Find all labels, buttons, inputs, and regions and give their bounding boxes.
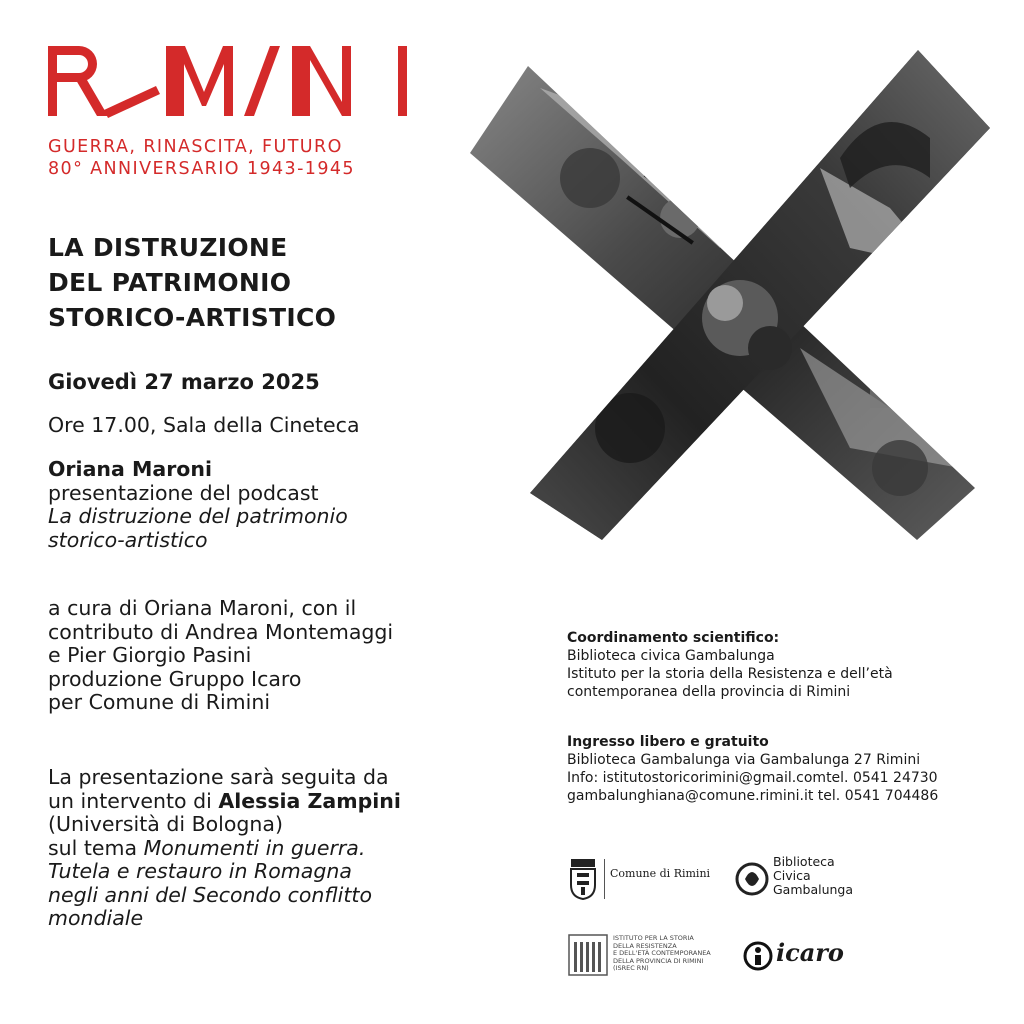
followup-topic-1: Monumenti in guerra.	[143, 835, 366, 860]
entry-contact-1: Info: istitutostoricorimini@gmail.comtel. 0541 24730	[567, 770, 938, 786]
logo-subtitle-line2: 80° ANNIVERSARIO 1943-1945	[48, 159, 355, 179]
biblio-line2: Civica	[773, 868, 811, 883]
title-line1: LA DISTRUZIONE	[48, 233, 288, 262]
logo-subtitle-line1: GUERRA, RINASCITA, FUTURO	[48, 137, 343, 157]
istituto-line4: DELLA PROVINCIA DI RIMINI	[613, 956, 704, 965]
credits-line3: e Pier Giorgio Pasini	[48, 643, 252, 667]
entry-heading: Ingresso libero e gratuito	[567, 734, 769, 750]
icaro-logo	[743, 938, 853, 974]
biblio-line3: Gambalunga	[773, 882, 854, 897]
comune-di-rimini-logo	[568, 855, 711, 903]
followup-topic-4: mondiale	[48, 906, 144, 930]
icaro-label: icaro	[776, 938, 844, 967]
followup-line1: La presentazione sarà seguita da	[48, 765, 389, 789]
title-line2: DEL PATRIMONIO	[48, 268, 292, 297]
coord-line1: Biblioteca civica Gambalunga	[567, 648, 775, 664]
coord-line3: contemporanea della provincia di Rimini	[567, 684, 851, 700]
credits-line5: per Comune di Rimini	[48, 690, 271, 714]
biblio-line1: Biblioteca	[773, 854, 835, 869]
biblioteca-gambalunga-logo	[735, 853, 865, 905]
comune-label: Comune di Rimini	[610, 867, 711, 880]
followup-speaker: Alessia Zampini	[218, 788, 401, 813]
scientific-coordination	[567, 629, 1007, 701]
title-line3: STORICO-ARTISTICO	[48, 303, 337, 332]
podcast-title-line1: La distruzione del patrimonio	[48, 504, 348, 528]
entry-info	[567, 733, 1007, 805]
rimini-wordmark-logo	[46, 40, 416, 120]
podcast-title-line2: storico-artistico	[48, 527, 208, 552]
followup-prefix: un intervento di	[48, 788, 219, 813]
presentation-intro: presentazione del podcast	[48, 480, 319, 505]
entry-contact-2: gambalunghiana@comune.rimini.it tel. 0541 704486	[567, 788, 939, 804]
speaker-name: Oriana Maroni	[48, 457, 213, 481]
followup-topic-prefix: sul tema	[48, 835, 144, 860]
event-title	[48, 230, 336, 335]
istituto-line1: ISTITUTO PER LA STORIA	[613, 934, 694, 942]
biblioteca-emblem-icon	[735, 857, 769, 901]
followup-affiliation: (Università di Bologna)	[48, 812, 283, 836]
followup-block	[48, 766, 468, 931]
followup-topic-line	[48, 837, 468, 861]
followup-topic-3: negli anni del Secondo conflitto	[48, 882, 372, 907]
entry-address: Biblioteca Gambalunga via Gambalunga 27 Rimini	[567, 752, 921, 768]
icaro-emblem-icon	[743, 941, 773, 971]
event-time-place: Ore 17.00, Sala della Cineteca	[48, 413, 360, 437]
event-date: Giovedì 27 marzo 2025	[48, 370, 320, 394]
followup-line2	[48, 790, 468, 814]
x-shaped-ruins-photo	[470, 48, 990, 540]
followup-topic-2: Tutela e restauro in Romagna	[48, 859, 352, 883]
speaker-block	[48, 458, 468, 552]
credits-line2: contributo di Andrea Montemaggi	[48, 619, 394, 644]
istituto-line5: (ISREC RN)	[613, 964, 649, 973]
credits-block	[48, 597, 468, 715]
coord-heading: Coordinamento scientifico:	[567, 630, 780, 646]
credits-line4: produzione Gruppo Icaro	[48, 666, 302, 691]
istituto-line3: E DELL'ETÀ CONTEMPORANEA	[613, 949, 711, 958]
coat-of-arms-icon	[568, 857, 598, 901]
istituto-storia-resistenza-logo	[568, 934, 711, 978]
coord-line2: Istituto per la storia della Resistenza e dell’età	[567, 666, 893, 682]
istituto-line2: DELLA RESISTENZA	[613, 941, 677, 950]
istituto-building-icon	[568, 934, 608, 976]
credits-line1: a cura di Oriana Maroni, con il	[48, 596, 357, 620]
